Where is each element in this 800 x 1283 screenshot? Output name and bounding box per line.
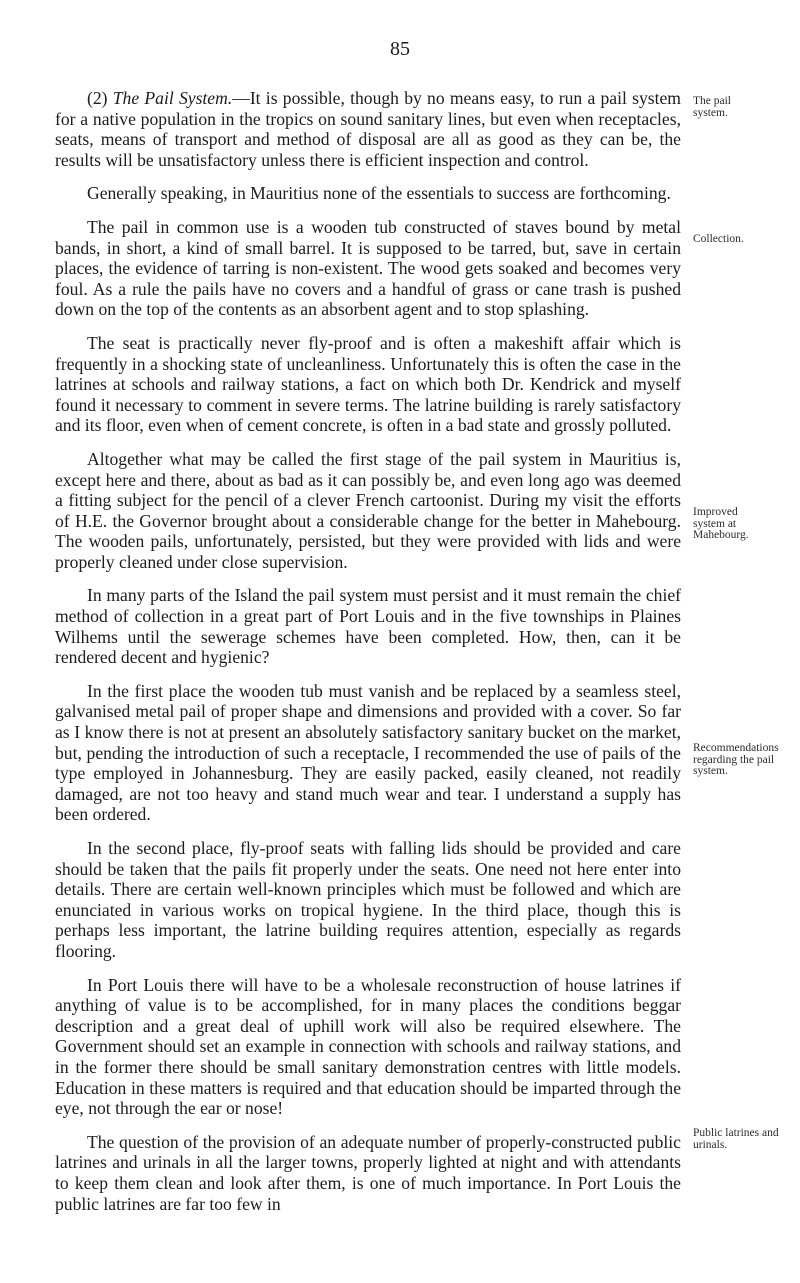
margin-note-pail-system: The pail system.	[693, 95, 731, 119]
paragraph: The seat is practically never fly-proof and is often a makeshift affair which is frequently in a shocking state of uncleanliness. Unfortunately this is often the case in the latrines at schools and railway stations, a fact on which both Dr. Kendrick and myself found it necessary to comment in severe terms. The latrine building is rarely satisfactory and its floor, even when of cement concrete, is often in a bad state and grossly polluted.	[55, 332, 681, 436]
paragraph: Generally speaking, in Mauritius none of the essentials to success are forthcoming.	[87, 183, 671, 204]
margin-note-collection: Collection.	[693, 233, 744, 245]
paragraph: In the second place, fly-proof seats with falling lids should be provided and care should be taken that the pails fit properly under the seats. One need not here enter into details. There are certain well-known principles which must be followed and which are enunciated in various works on tropical hygiene. In the third place, though this is perhaps less important, the latrine building requires attention, especially as regards flooring.	[55, 838, 681, 961]
paragraph: In Port Louis there will have to be a wholesale reconstruction of house latrines if anything of value is to be accomplished, for in many places the conditions beggar description and a great deal of uphill work will also be required elsewhere. The Government should set an example in connection with schools and railway stations, and in the former there should be small sanitary demonstration centres with little models. Education in these matters is required and that education should be imparted through the eye, not through the ear or nose!	[55, 974, 681, 1119]
margin-note-public-latrines: Public latrines and urinals.	[693, 1127, 779, 1151]
margin-note-improved-system: Improved system at Mahebourg.	[693, 506, 749, 541]
paragraph-text: —It is possible, though by no means easy, to run a pail system for a native population in the tropics on sound sanitary lines, but even when receptacles, seats, means of transport and method of disposal are all as good as they can be, the results will be unsatisfactory unless there is efficient inspection and control.	[55, 88, 681, 170]
margin-note-recommendations: Recommendations regarding the pail system.	[693, 742, 779, 777]
section-title: The Pail System.	[112, 88, 233, 108]
paragraph-pail-system	[55, 88, 681, 170]
body-text	[55, 88, 681, 1227]
page-number: 85	[390, 38, 410, 60]
paragraph: Altogether what may be called the first stage of the pail system in Mauritius is, except here and there, about as bad as it can possibly be, and even long ago was deemed a fitting subject for the pencil of a clever French cartoonist. During my visit the efforts of H.E. the Governor brought about a considerable change for the better in Mahebourg. The wooden pails, unfortunately, persisted, but they were provided with lids and were properly cleaned under close supervision.	[55, 448, 681, 572]
paragraph: In the first place the wooden tub must vanish and be replaced by a seamless steel, galvanised metal pail of proper shape and dimensions and provided with a cover. So far as I know there is not at present an absolutely satisfactory sanitary bucket on the market, but, pending the introduction of such a receptacle, I recommended the use of pails of the type employed in Johannesburg. They are easily packed, easily cleaned, not readily damaged, are not too heavy and stand much wear and tear. I understand a supply has been ordered.	[55, 680, 681, 825]
paragraph: The question of the provision of an adequate number of properly-constructed public latrines and urinals in all the larger towns, properly lighted at night and with attendants to keep them clean and look after them, is one of much importance. In Port Louis the public latrines are far too few in	[55, 1131, 681, 1214]
paragraph: The pail in common use is a wooden tub constructed of staves bound by metal bands, in short, a kind of small barrel. It is supposed to be tarred, but, save in certain places, the evidence of tarring is non-existent. The wood gets soaked and becomes very foul. As a rule the pails have no covers and a handful of grass or cane trash is pushed down on the top of the contents as an absorbent agent and to stop splashing.	[55, 216, 681, 320]
section-number: (2)	[87, 88, 113, 108]
paragraph: In many parts of the Island the pail system must persist and it must remain the chief method of collection in a great part of Port Louis and in the five townships in Plaines Wilhems until the sewerage schemes have been completed. How, then, can it be rendered decent and hygienic?	[55, 585, 681, 668]
